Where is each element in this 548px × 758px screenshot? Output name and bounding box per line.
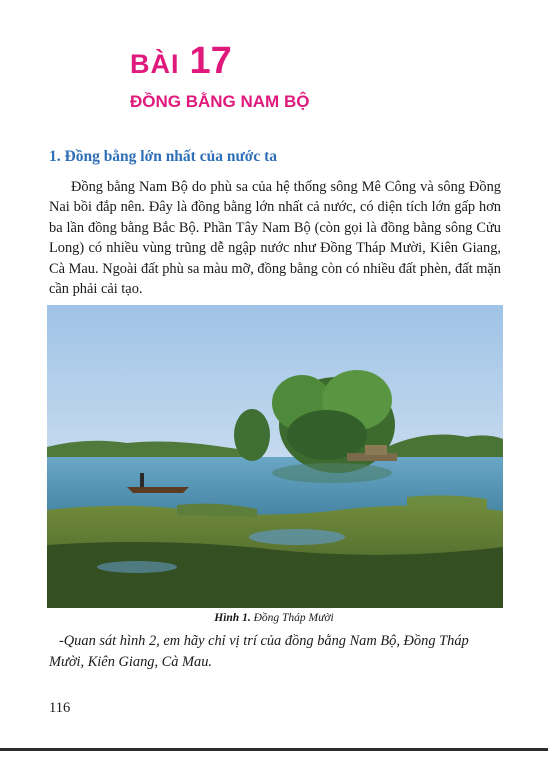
caption-label: Hình 1.: [214, 612, 251, 624]
page-number: 116: [49, 700, 71, 716]
wetland-photo: [47, 305, 503, 608]
lesson-label: [130, 40, 232, 83]
lesson-number: 17: [189, 40, 232, 82]
body-paragraph: Đồng bằng Nam Bộ do phù sa của hệ thống sông Mê Công và sông Đồng Nai bồi đắp nên. Đây là đồng bằng lớn nhất cả nước, có diện tích lớn gấp hơn ba lần đồng bằng Bắc Bộ. Phần Tây Nam Bộ (còn gọi là đồng bằng sông Cửu Long) có nhiều vùng trũng dễ ngập nước như Đồng Tháp Mười, Kiên Giang, Cà Mau. Ngoài đất phù sa màu mỡ, đồng bằng còn có nhiều đất phèn, đất mặn cần phải cải tạo.: [49, 179, 501, 298]
caption-text: Đồng Tháp Mười: [253, 612, 334, 624]
lesson-word: BÀI: [130, 49, 180, 79]
section-heading: 1. Đồng bằng lớn nhất của nước ta: [49, 148, 278, 165]
bottom-rule: [0, 748, 548, 751]
question-text: -Quan sát hình 2, em hãy chỉ vị trí của đồng bằng Nam Bộ, Đồng Tháp Mười, Kiên Giang, Cà Mau.: [49, 633, 469, 670]
figure-caption: [0, 612, 548, 624]
lesson-title: ĐỒNG BẰNG NAM BỘ: [130, 92, 310, 111]
